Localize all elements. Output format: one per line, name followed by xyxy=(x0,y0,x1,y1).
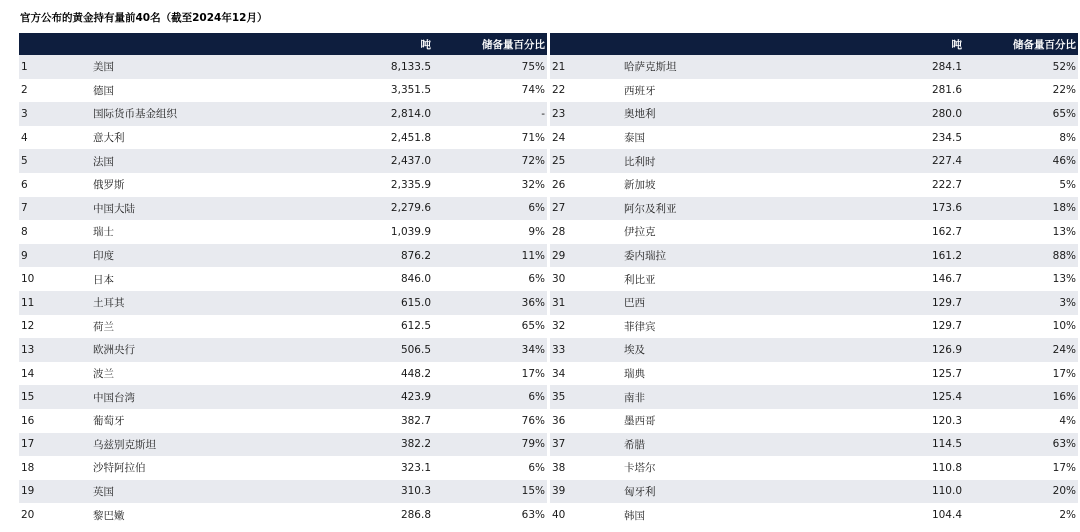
tons-cell: 2,437.0 xyxy=(295,149,433,173)
tons-cell: 612.5 xyxy=(295,315,433,339)
reserve-percent-cell: 79% xyxy=(433,433,547,457)
reserve-percent-cell: 17% xyxy=(964,362,1078,386)
table-row xyxy=(19,220,547,244)
reserve-percent-cell: 32% xyxy=(433,173,547,197)
reserve-percent-cell: 36% xyxy=(433,291,547,315)
rank-cell: 1 xyxy=(19,55,91,79)
country-cell: 巴西 xyxy=(622,291,826,315)
reserve-percent-cell: 22% xyxy=(964,79,1078,103)
country-cell: 乌兹别克斯坦 xyxy=(91,433,295,457)
reserve-percent-cell: 46% xyxy=(964,149,1078,173)
gold-holdings-table-right xyxy=(550,33,1078,527)
reserve-percent-cell: 3% xyxy=(964,291,1078,315)
tons-cell: 846.0 xyxy=(295,267,433,291)
country-cell: 菲律宾 xyxy=(622,315,826,339)
tons-cell: 125.7 xyxy=(826,362,964,386)
rank-cell: 26 xyxy=(550,173,622,197)
country-cell: 瑞典 xyxy=(622,362,826,386)
rank-cell: 17 xyxy=(19,433,91,457)
country-cell: 哈萨克斯坦 xyxy=(622,55,826,79)
table-row xyxy=(550,173,1078,197)
tons-cell: 161.2 xyxy=(826,244,964,268)
reserve-percent-cell: 17% xyxy=(964,456,1078,480)
table-row xyxy=(550,220,1078,244)
tons-cell: 382.7 xyxy=(295,409,433,433)
tons-cell: 2,451.8 xyxy=(295,126,433,150)
rank-cell: 27 xyxy=(550,197,622,221)
tons-cell: 506.5 xyxy=(295,338,433,362)
rank-cell: 2 xyxy=(19,79,91,103)
reserve-percent-cell: 6% xyxy=(433,385,547,409)
table-row xyxy=(19,102,547,126)
tons-cell: 876.2 xyxy=(295,244,433,268)
table-row xyxy=(19,149,547,173)
country-cell: 欧洲央行 xyxy=(91,338,295,362)
table-row xyxy=(19,385,547,409)
table-row xyxy=(550,267,1078,291)
table-row xyxy=(19,267,547,291)
rank-cell: 39 xyxy=(550,480,622,504)
reserve-percent-cell: 24% xyxy=(964,338,1078,362)
header-name xyxy=(622,33,826,55)
reserve-percent-cell: 20% xyxy=(964,480,1078,504)
tons-cell: 8,133.5 xyxy=(295,55,433,79)
reserve-percent-cell: 2% xyxy=(964,503,1078,527)
reserve-percent-cell: 11% xyxy=(433,244,547,268)
table-row xyxy=(550,197,1078,221)
country-cell: 泰国 xyxy=(622,126,826,150)
table-row xyxy=(19,480,547,504)
table-row xyxy=(550,503,1078,527)
tons-cell: 1,039.9 xyxy=(295,220,433,244)
rank-cell: 9 xyxy=(19,244,91,268)
country-cell: 法国 xyxy=(91,149,295,173)
reserve-percent-cell: 4% xyxy=(964,409,1078,433)
table-row xyxy=(550,315,1078,339)
table-row xyxy=(19,409,547,433)
reserve-percent-cell: 9% xyxy=(433,220,547,244)
table-row xyxy=(550,244,1078,268)
country-cell: 阿尔及利亚 xyxy=(622,197,826,221)
tons-cell: 2,335.9 xyxy=(295,173,433,197)
country-cell: 墨西哥 xyxy=(622,409,826,433)
reserve-percent-cell: 17% xyxy=(433,362,547,386)
country-cell: 国际货币基金组织 xyxy=(91,102,295,126)
rank-cell: 32 xyxy=(550,315,622,339)
country-cell: 瑞士 xyxy=(91,220,295,244)
rank-cell: 5 xyxy=(19,149,91,173)
tons-cell: 110.8 xyxy=(826,456,964,480)
reserve-percent-cell: 13% xyxy=(964,220,1078,244)
country-cell: 南非 xyxy=(622,385,826,409)
table-header-row xyxy=(550,33,1078,55)
table-row xyxy=(19,503,547,527)
table-row xyxy=(19,173,547,197)
rank-cell: 20 xyxy=(19,503,91,527)
tons-cell: 234.5 xyxy=(826,126,964,150)
tons-cell: 125.4 xyxy=(826,385,964,409)
tons-cell: 114.5 xyxy=(826,433,964,457)
tons-cell: 2,279.6 xyxy=(295,197,433,221)
table-row xyxy=(550,149,1078,173)
table-row xyxy=(550,102,1078,126)
rank-cell: 30 xyxy=(550,267,622,291)
country-cell: 波兰 xyxy=(91,362,295,386)
country-cell: 沙特阿拉伯 xyxy=(91,456,295,480)
table-row xyxy=(550,126,1078,150)
tons-cell: 129.7 xyxy=(826,291,964,315)
rank-cell: 14 xyxy=(19,362,91,386)
tons-cell: 284.1 xyxy=(826,55,964,79)
table-body-right xyxy=(550,55,1078,527)
country-cell: 中国台湾 xyxy=(91,385,295,409)
table-row xyxy=(19,126,547,150)
country-cell: 奥地利 xyxy=(622,102,826,126)
rank-cell: 25 xyxy=(550,149,622,173)
rank-cell: 4 xyxy=(19,126,91,150)
country-cell: 利比亚 xyxy=(622,267,826,291)
tons-cell: 382.2 xyxy=(295,433,433,457)
country-cell: 委内瑞拉 xyxy=(622,244,826,268)
reserve-percent-cell: 8% xyxy=(964,126,1078,150)
table-row xyxy=(19,433,547,457)
rank-cell: 12 xyxy=(19,315,91,339)
rank-cell: 40 xyxy=(550,503,622,527)
country-cell: 黎巴嫩 xyxy=(91,503,295,527)
reserve-percent-cell: 34% xyxy=(433,338,547,362)
gold-holdings-table-left xyxy=(19,33,547,527)
country-cell: 德国 xyxy=(91,79,295,103)
tons-cell: 173.6 xyxy=(826,197,964,221)
tons-cell: 323.1 xyxy=(295,456,433,480)
rank-cell: 18 xyxy=(19,456,91,480)
tons-cell: 120.3 xyxy=(826,409,964,433)
reserve-percent-cell: 72% xyxy=(433,149,547,173)
rank-cell: 35 xyxy=(550,385,622,409)
table-row xyxy=(550,338,1078,362)
table-row xyxy=(550,480,1078,504)
rank-cell: 36 xyxy=(550,409,622,433)
table-row xyxy=(550,291,1078,315)
country-cell: 美国 xyxy=(91,55,295,79)
rank-cell: 29 xyxy=(550,244,622,268)
table-row xyxy=(550,433,1078,457)
table-row xyxy=(19,291,547,315)
header-reserve-percent: 储备量百分比 xyxy=(964,33,1078,55)
rank-cell: 37 xyxy=(550,433,622,457)
rank-cell: 13 xyxy=(19,338,91,362)
reserve-percent-cell: 63% xyxy=(964,433,1078,457)
rank-cell: 11 xyxy=(19,291,91,315)
table-row xyxy=(550,79,1078,103)
rank-cell: 19 xyxy=(19,480,91,504)
page-title: 官方公布的黄金持有量前40名（截至2024年12月） xyxy=(20,12,268,24)
table-row xyxy=(19,456,547,480)
reserve-percent-cell: 6% xyxy=(433,456,547,480)
rank-cell: 8 xyxy=(19,220,91,244)
header-reserve-percent: 储备量百分比 xyxy=(433,33,547,55)
tons-cell: 146.7 xyxy=(826,267,964,291)
tons-cell: 2,814.0 xyxy=(295,102,433,126)
table-row xyxy=(19,315,547,339)
country-cell: 意大利 xyxy=(91,126,295,150)
tons-cell: 310.3 xyxy=(295,480,433,504)
table-row xyxy=(19,362,547,386)
reserve-percent-cell: 6% xyxy=(433,267,547,291)
reserve-percent-cell: 74% xyxy=(433,79,547,103)
country-cell: 比利时 xyxy=(622,149,826,173)
rank-cell: 16 xyxy=(19,409,91,433)
reserve-percent-cell: 63% xyxy=(433,503,547,527)
rank-cell: 10 xyxy=(19,267,91,291)
table-row xyxy=(19,55,547,79)
tons-cell: 281.6 xyxy=(826,79,964,103)
reserve-percent-cell: 5% xyxy=(964,173,1078,197)
rank-cell: 38 xyxy=(550,456,622,480)
header-rank xyxy=(550,33,622,55)
country-cell: 匈牙利 xyxy=(622,480,826,504)
tons-cell: 615.0 xyxy=(295,291,433,315)
header-rank xyxy=(19,33,91,55)
table-header-row xyxy=(19,33,547,55)
rank-cell: 24 xyxy=(550,126,622,150)
rank-cell: 23 xyxy=(550,102,622,126)
country-cell: 荷兰 xyxy=(91,315,295,339)
header-name xyxy=(91,33,295,55)
country-cell: 新加坡 xyxy=(622,173,826,197)
reserve-percent-cell: 65% xyxy=(964,102,1078,126)
rank-cell: 22 xyxy=(550,79,622,103)
country-cell: 日本 xyxy=(91,267,295,291)
reserve-percent-cell: 75% xyxy=(433,55,547,79)
country-cell: 印度 xyxy=(91,244,295,268)
country-cell: 卡塔尔 xyxy=(622,456,826,480)
country-cell: 俄罗斯 xyxy=(91,173,295,197)
reserve-percent-cell: 6% xyxy=(433,197,547,221)
header-tons: 吨 xyxy=(295,33,433,55)
tons-cell: 448.2 xyxy=(295,362,433,386)
country-cell: 英国 xyxy=(91,480,295,504)
country-cell: 葡萄牙 xyxy=(91,409,295,433)
country-cell: 希腊 xyxy=(622,433,826,457)
table-row xyxy=(550,456,1078,480)
reserve-percent-cell: 16% xyxy=(964,385,1078,409)
table-row xyxy=(550,55,1078,79)
tons-cell: 3,351.5 xyxy=(295,79,433,103)
table-body-left xyxy=(19,55,547,527)
tons-cell: 126.9 xyxy=(826,338,964,362)
reserve-percent-cell: 15% xyxy=(433,480,547,504)
rank-cell: 15 xyxy=(19,385,91,409)
table-row xyxy=(550,362,1078,386)
rank-cell: 28 xyxy=(550,220,622,244)
table-row xyxy=(19,79,547,103)
country-cell: 西班牙 xyxy=(622,79,826,103)
country-cell: 伊拉克 xyxy=(622,220,826,244)
country-cell: 韩国 xyxy=(622,503,826,527)
header-tons: 吨 xyxy=(826,33,964,55)
table-row xyxy=(19,244,547,268)
rank-cell: 7 xyxy=(19,197,91,221)
country-cell: 土耳其 xyxy=(91,291,295,315)
reserve-percent-cell: - xyxy=(433,102,547,126)
table-row xyxy=(19,197,547,221)
tons-cell: 222.7 xyxy=(826,173,964,197)
table-row xyxy=(550,385,1078,409)
table-row xyxy=(550,409,1078,433)
reserve-percent-cell: 76% xyxy=(433,409,547,433)
table-row xyxy=(19,338,547,362)
country-cell: 中国大陆 xyxy=(91,197,295,221)
tons-cell: 423.9 xyxy=(295,385,433,409)
tons-cell: 129.7 xyxy=(826,315,964,339)
rank-cell: 21 xyxy=(550,55,622,79)
reserve-percent-cell: 10% xyxy=(964,315,1078,339)
reserve-percent-cell: 52% xyxy=(964,55,1078,79)
tons-cell: 286.8 xyxy=(295,503,433,527)
tons-cell: 110.0 xyxy=(826,480,964,504)
tons-cell: 162.7 xyxy=(826,220,964,244)
reserve-percent-cell: 71% xyxy=(433,126,547,150)
country-cell: 埃及 xyxy=(622,338,826,362)
rank-cell: 34 xyxy=(550,362,622,386)
reserve-percent-cell: 13% xyxy=(964,267,1078,291)
rank-cell: 3 xyxy=(19,102,91,126)
tons-cell: 227.4 xyxy=(826,149,964,173)
reserve-percent-cell: 18% xyxy=(964,197,1078,221)
rank-cell: 31 xyxy=(550,291,622,315)
tons-cell: 280.0 xyxy=(826,102,964,126)
rank-cell: 6 xyxy=(19,173,91,197)
reserve-percent-cell: 65% xyxy=(433,315,547,339)
rank-cell: 33 xyxy=(550,338,622,362)
reserve-percent-cell: 88% xyxy=(964,244,1078,268)
tons-cell: 104.4 xyxy=(826,503,964,527)
